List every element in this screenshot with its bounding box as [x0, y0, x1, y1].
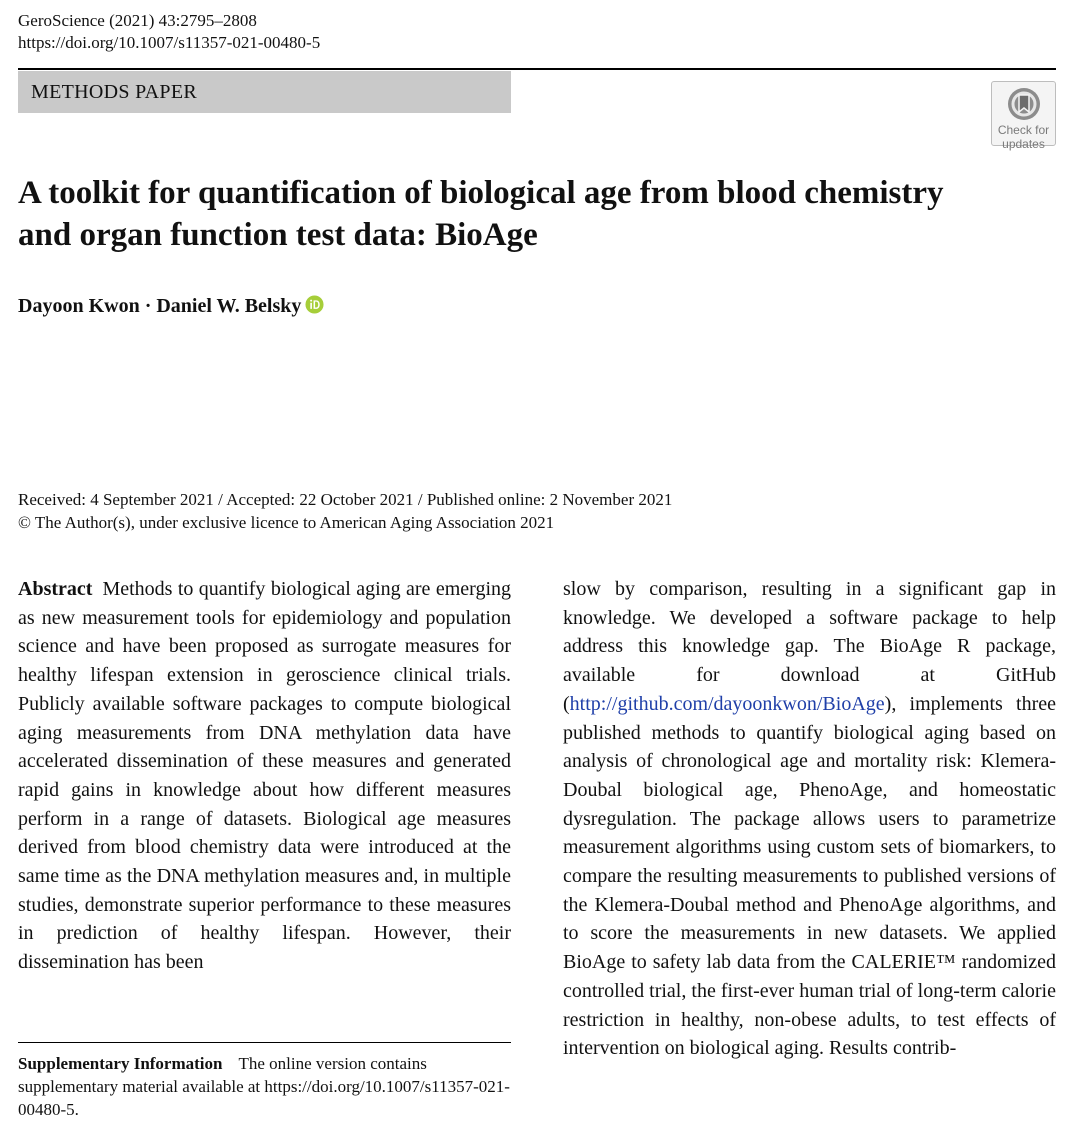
article-type-band: METHODS PAPER	[18, 71, 511, 113]
journal-citation: GeroScience (2021) 43:2795–2808	[18, 11, 257, 30]
received-accepted-published: Received: 4 September 2021 / Accepted: 22 October 2021 / Published online: 2 November 2021	[18, 490, 673, 509]
footnote-rule	[18, 1042, 511, 1043]
bookmark-refresh-icon	[1006, 86, 1042, 122]
abstract-paragraph	[18, 575, 511, 977]
article-dates	[18, 488, 672, 534]
badge-line1: Check for	[997, 123, 1050, 137]
supplementary-note	[18, 1052, 511, 1121]
abstract-continuation	[563, 575, 1056, 1063]
journal-header	[18, 10, 320, 54]
supplementary-heading: Supplementary Information	[18, 1054, 223, 1073]
abstract-right-column	[563, 575, 1056, 1063]
doi-link[interactable]: https://doi.org/10.1007/s11357-021-00480-5	[18, 33, 321, 52]
abstract-text-right-2: ), implements three published methods to quantify biological aging based on analysis of chronological age and mortality risk: Klemera-Doubal biological age, PhenoAge, and homeostatic dysregulation. The package allows users to parametrize measurement algorithms using custom sets of biomarkers, to compare the resulting measurements to published versions of the Klemera-Doubal method and PhenoAge algorithms, and to score the measurements in new datasets. We applied BioAge to safety lab data from the CALERIE™ randomized controlled trial, the first-ever human trial of long-term calorie restriction in healthy, non-obese adults, to test effects of intervention on biological aging. Results contrib-	[563, 692, 1056, 1060]
github-link[interactable]: http://github.com/dayoonkwon/BioAge	[569, 692, 885, 715]
author-names: Dayoon Kwon · Daniel W. Belsky	[18, 295, 302, 317]
abstract-text-right-1: slow by comparison, resulting in a significant gap in knowledge. We developed a software package to help address this knowledge gap. The BioAge R package, available for download at GitHub (	[563, 578, 1056, 715]
supplementary-text: The online version contains supplementary material available at https://doi.org/10.1007/s11357-021-00480-5.	[18, 1054, 510, 1119]
abstract-left-column	[18, 575, 511, 977]
check-for-updates-badge[interactable]	[991, 81, 1056, 151]
author-list	[18, 292, 324, 320]
paper-title: A toolkit for quantification of biological age from blood chemistry and organ function test data: BioAge	[18, 175, 944, 253]
badge-line2: updates	[1002, 137, 1045, 151]
copyright-line: © The Author(s), under exclusive licence to American Aging Association 2021	[18, 513, 555, 532]
abstract-text-left: Methods to quantify biological aging are emerging as new measurement tools for epidemiology and population science and have been proposed as surrogate measures for healthy lifespan extension in geroscience clinical trials. Publicly available software packages to compute biological aging measurements from DNA methylation data have accelerated dissemination of these measures and generated rapid gains in knowledge about how different measures perform in a range of datasets. Biological age measures derived from blood chemistry data were introduced at the same time as the DNA methylation measures and, in multiple studies, demonstrate superior performance to these measures in prediction of healthy lifespan. However, their dissemination has been	[18, 578, 511, 974]
abstract-heading: Abstract	[18, 578, 93, 600]
orcid-icon[interactable]	[305, 295, 324, 314]
header-rule	[18, 68, 1056, 70]
